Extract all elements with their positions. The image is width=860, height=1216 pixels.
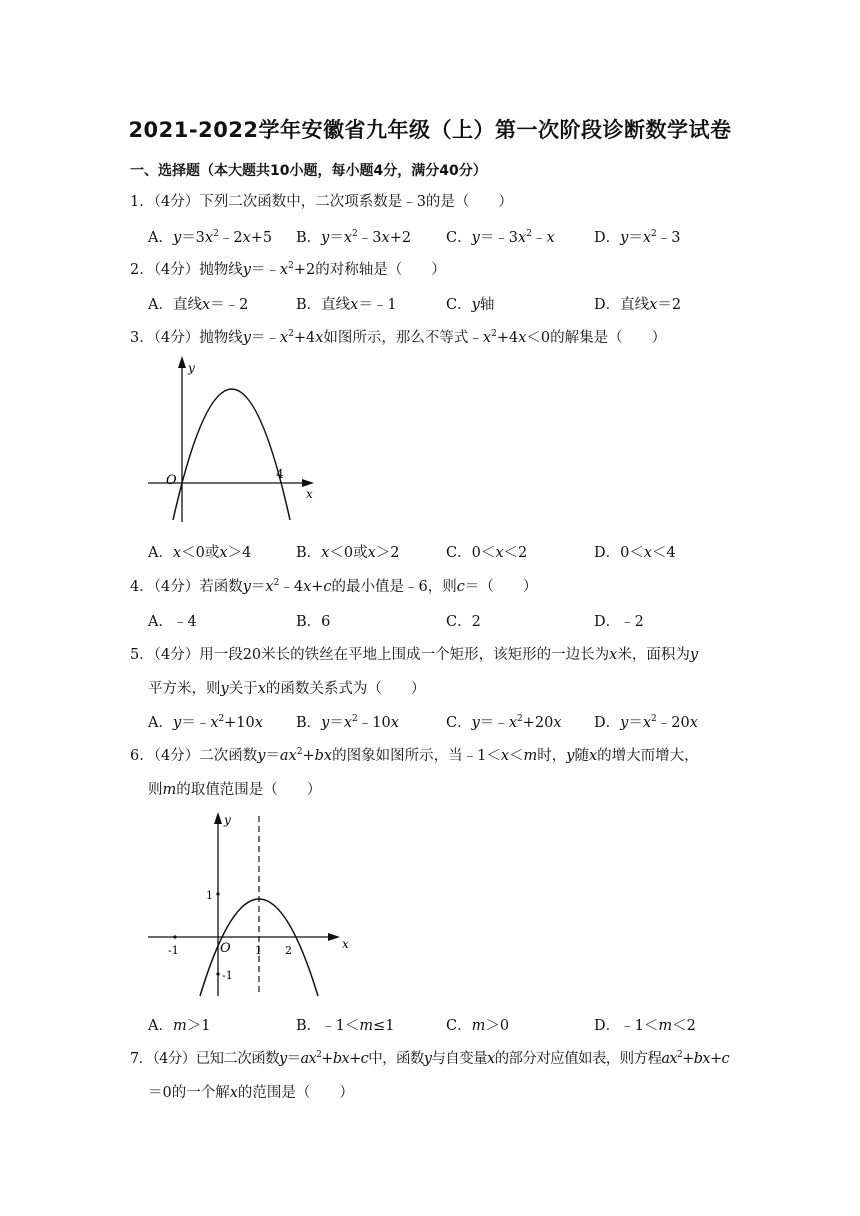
question-3-option-c[interactable]: C．0＜x＜2 bbox=[446, 545, 528, 561]
question-6-option-b[interactable]: B．﹣1＜m≤1 bbox=[296, 1018, 395, 1034]
question-1-option-c[interactable]: C．$y=﹣3x^2﹣x$ bbox=[446, 229, 555, 246]
question-1-stem: 1．（4分）下列二次函数中，二次项系数是﹣3的是（ ） bbox=[130, 194, 513, 210]
question-5-option-a[interactable]: A．$y=﹣x^2+10x$ bbox=[148, 714, 263, 731]
question-6-option-a[interactable]: A．m＞1 bbox=[148, 1018, 211, 1034]
question-1-option-a[interactable]: A．$y=3x^2﹣2x+5$ bbox=[148, 229, 273, 246]
question-6-stem-line-2: 则m的取值范围是（ ） bbox=[148, 782, 322, 798]
question-3-option-d[interactable]: D．0＜x＜4 bbox=[594, 545, 676, 561]
question-1-option-b[interactable]: B．$y=x^2﹣3x+2$ bbox=[296, 229, 412, 246]
question-7-stem-line-2: ＝0的一个解x的范围是（ ） bbox=[148, 1085, 354, 1101]
figure-1-root-label: 4 bbox=[276, 467, 284, 481]
question-3-stem: 3．（4分）抛物线$y=﹣x^2+4x$如图所示，那么不等式$﹣x^2+4x<0$的解集是（ ） bbox=[130, 329, 667, 346]
question-5-option-d[interactable]: D．$y=x^2﹣20x$ bbox=[594, 714, 698, 731]
question-2-option-b[interactable]: B．直线x＝﹣1 bbox=[296, 297, 397, 313]
question-4-option-c[interactable]: C．2 bbox=[446, 614, 481, 630]
question-4-stem: 4．（4分）若函数$y=x^2﹣4x+c$的最小值是﹣6，则c＝（ ） bbox=[130, 578, 538, 595]
figure-2-x-label: x bbox=[342, 937, 349, 951]
question-4-option-d[interactable]: D．﹣2 bbox=[594, 614, 644, 630]
section-heading: 一、选择题（本大题共10小题，每小题4分，满分40分） bbox=[130, 163, 487, 179]
question-6-parabola-figure bbox=[140, 806, 370, 998]
question-2-option-c[interactable]: C．y轴 bbox=[446, 297, 495, 313]
question-6-stem: 6．（4分）二次函数$y=ax^2+bx$的图象如图所示，当﹣1＜x＜m时，y随x的增大而增大， bbox=[130, 747, 699, 764]
question-2-option-a[interactable]: A．直线x＝﹣2 bbox=[148, 297, 249, 313]
question-5-option-b[interactable]: B．$y=x^2﹣10x$ bbox=[296, 714, 399, 731]
question-5-stem: 5．（4分）用一段20米长的铁丝在平地上围成一个矩形，该矩形的一边长为x米，面积为y bbox=[130, 647, 699, 663]
figure-1-origin-label: O bbox=[166, 473, 177, 488]
question-5-stem-line-2: 平方米，则y关于x的函数关系式为（ ） bbox=[148, 681, 426, 697]
figure-1-y-label: y bbox=[188, 361, 195, 375]
question-3-option-a[interactable]: A．x＜0或x＞4 bbox=[148, 545, 252, 561]
figure-2-tick-y-1: 1 bbox=[206, 889, 213, 902]
figure-2-tick-x-neg1: -1 bbox=[168, 944, 179, 957]
figure-2-tick-x-1: 1 bbox=[255, 944, 262, 957]
figure-2-tick-x-2: 2 bbox=[285, 944, 292, 957]
question-3-parabola-figure bbox=[140, 352, 330, 524]
question-3-option-b[interactable]: B．x＜0或x＞2 bbox=[296, 545, 400, 561]
question-4-option-b[interactable]: B．6 bbox=[296, 614, 331, 630]
page-title: 2021-2022学年安徽省九年级（上）第一次阶段诊断数学试卷 bbox=[128, 118, 732, 142]
question-4-option-a[interactable]: A．﹣4 bbox=[148, 614, 197, 630]
question-1-option-d[interactable]: D．$y=x^2﹣3$ bbox=[594, 229, 681, 246]
question-5-option-c[interactable]: C．$y=﹣x^2+20x$ bbox=[446, 714, 562, 731]
figure-2-y-label: y bbox=[224, 813, 231, 827]
question-2-option-d[interactable]: D．直线x＝2 bbox=[594, 297, 682, 313]
figure-2-tick-y-neg1: -1 bbox=[222, 969, 233, 982]
question-7-stem: 7．（4分）已知二次函数$y=ax^2+bx+c$中，函数y与自变量x的部分对应值如表，则方程$ax^2+bx+c$ bbox=[130, 1050, 730, 1067]
figure-1-x-label: x bbox=[306, 487, 313, 501]
question-6-option-c[interactable]: C．m＞0 bbox=[446, 1018, 510, 1034]
question-2-stem: 2．（4分）抛物线$y=﹣x^2+2$的对称轴是（ ） bbox=[130, 261, 446, 278]
figure-2-origin-label: O bbox=[220, 941, 231, 956]
question-6-option-d[interactable]: D．﹣1＜m＜2 bbox=[594, 1018, 696, 1034]
